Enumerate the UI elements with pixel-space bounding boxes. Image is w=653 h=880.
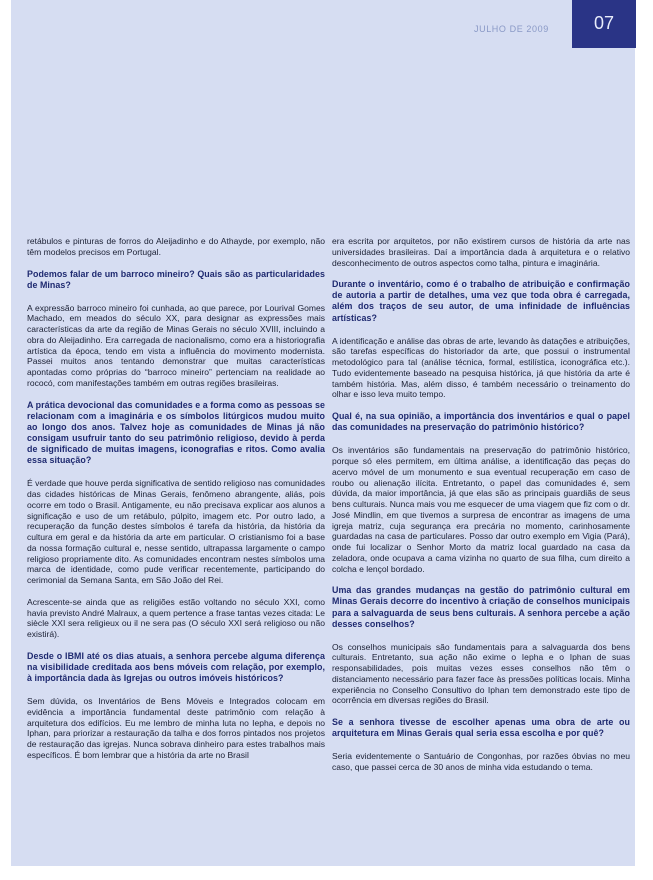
interview-answer: Os conselhos municipais são fundamentais para a salvaguarda dos bens culturais. Entretanto, sua ação não exime o Iepha e o Iphan de suas responsabilidades, pois muitas vezes esses conselhos não têm o distanciamento necessário para fazer face às pressões políticas locais. Minha experiência no Conselho Consultivo do Iphan tem demonstrado este tipo de ocorrência em diversas regiões do Brasil. (332, 641, 630, 706)
interview-answer: Seria evidentemente o Santuário de Congonhas, por razões óbvias no meu caso, que passei cerca de 30 anos de minha vida estudando o tema. (332, 751, 630, 773)
interview-question: A prática devocional das comunidades e a forma como as pessoas se relacionam com a imaginária e os símbolos litúrgicos mudou muito ao longo dos anos. Talvez hoje as comunidades de Minas já não consigam usufruir tanto do seu patrimônio religioso, devido à perda de significado de muitas imagens, iconografias e ritos. Como avalia essa situação? (27, 399, 325, 466)
interview-question: Qual é, na sua opinião, a importância dos inventários e qual o papel das comunidades na preservação do patrimônio histórico? (332, 411, 630, 433)
interview-answer: Acrescente-se ainda que as religiões estão voltando no século XXI, como havia previsto André Malraux, a quem pertence a frase tantas vezes citada: Le siècle XXI sera religieux ou il ne sera pas (O século XXI será religioso ou não existirá). (27, 596, 325, 639)
interview-answer: era escrita por arquitetos, por não existirem cursos de história da arte nas universidades brasileiras. Daí a importância dada à arquitetura e o relativo desconhecimento de outros aspectos como talha, pintura e imaginária. (332, 236, 630, 268)
interview-question: Podemos falar de um barroco mineiro? Quais são as particularidades de Minas? (27, 268, 325, 290)
interview-answer: É verdade que houve perda significativa de sentido religioso nas comunidades das cidades históricas de Minas Gerais, fenômeno abrangente, aliás, pois ocorre em todo o Brasil. Antigamente, eu não precisava explicar aos alunos a significação e uso de um retábulo, púlpito, imagem etc. Por outro lado, a recuperação da função destes símbolos é tarefa da história, da história da cultura em geral e da história da arte em particular. O cristianismo foi a base da nossa formação cultural e, nesse sentido, ultrapassa largamente o campo religioso propriamente dito. As comunidades encontram nestes símbolos uma marca de identidade, como pude verificar recentemente, participando do cerimonial da Semana Santa, em São João del Rei. (27, 478, 325, 585)
interview-answer: A expressão barroco mineiro foi cunhada, ao que parece, por Lourival Gomes Machado, em meados do século XX, para designar as expressões mais características da arte da região de Minas Gerais no século XVIII, incluindo a obra do Aleijadinho. Era carregada de nacionalismo, como era a historiografia artística da época, tendo em vista a influência do movimento modernista. Passei muitos anos tentando demonstrar que muitas características apontadas como próprias do “barroco mineiro” pertenciam na realidade ao rococó, com manifestações também em outras regiões brasileiras. (27, 302, 325, 388)
interview-answer: retábulos e pinturas de forros do Aleijadinho e do Athayde, por exemplo, não têm modelos precisos em Portugal. (27, 236, 325, 257)
interview-question: Durante o inventário, como é o trabalho de atribuição e confirmação de autoria a partir de detalhes, uma vez que toda obra é carregada, além dos traços de seu autor, de uma infinidade de influências artísticas? (332, 279, 630, 323)
interview-answer: Os inventários são fundamentais na preservação do patrimônio histórico, porque só eles permitem, em última análise, a identificação das peças do acervo móvel de um monumento e sua eventual recuperação em caso de roubo ou alienação ilícita. Entretanto, o papel das comunidades é, sem dúvida, da maior importância, já que elas são as principais guardiãs de seus bens culturais. Nunca mais vou me esquecer de uma viagem que fiz com o dr. José Mindlin, em que tivemos a surpresa de encontrar as imagens de uma igreja matriz, cuja segurança era precária no momento, carinhosamente guardadas na casa de particulares. Posso dar outro exemplo em Vigia (Pará), onde fui localizar o Senhor Morto da matriz local guardado na casa da zeladora, onde ocupava a cama vizinha no quarto de sua filha, cum direito a colcha e lençol bordado. (332, 445, 630, 574)
interview-question: Se a senhora tivesse de escolher apenas uma obra de arte ou arquitetura em Minas Gerais qual seria essa escolha e por quê? (332, 717, 630, 739)
page-number-badge: 07 (572, 0, 636, 48)
article-column-left (27, 236, 325, 772)
interview-answer: A identificação e análise das obras de arte, levando às datações e atribuições, são tarefas específicas do historiador da arte, que possui o instrumental metodológico para tal (análise técnica, formal, estilística, iconográfica etc.). Tudo evidentemente baseado na pesquisa histórica, já que história da arte é também história. Mas, além disso, é também necessário o treinamento do olhar e isso leva muito tempo. (332, 335, 630, 400)
interview-answer: Sem dúvida, os Inventários de Bens Móveis e Integrados colocam em evidência a importância fundamental deste patrimônio com relação à arquitetura dos edifícios. Eu me lembro de minha luta no Iepha, e depois no Iphan, para priorizar a restauração da talha e dos forros pintados nos projetos de restauração das igrejas. Nunca sobrava dinheiro para estes trabalhos mais específicos. É bom lembrar que a história da arte no Brasil (27, 696, 325, 760)
article-column-right (332, 236, 630, 784)
issue-date: JULHO DE 2009 (474, 24, 549, 34)
interview-question: Desde o IBMI até os dias atuais, a senhora percebe alguma diferença na visibilidade creditada aos bens móveis com relação, por exemplo, à importância dada às Igrejas ou outros imóveis históricos? (27, 650, 325, 683)
interview-question: Uma das grandes mudanças na gestão do patrimônio cultural em Minas Gerais decorre do incentivo à criação de conselhos municipais para a salvaguarda de seus bens culturais. A senhora percebe a ação desses conselhos? (332, 585, 630, 629)
